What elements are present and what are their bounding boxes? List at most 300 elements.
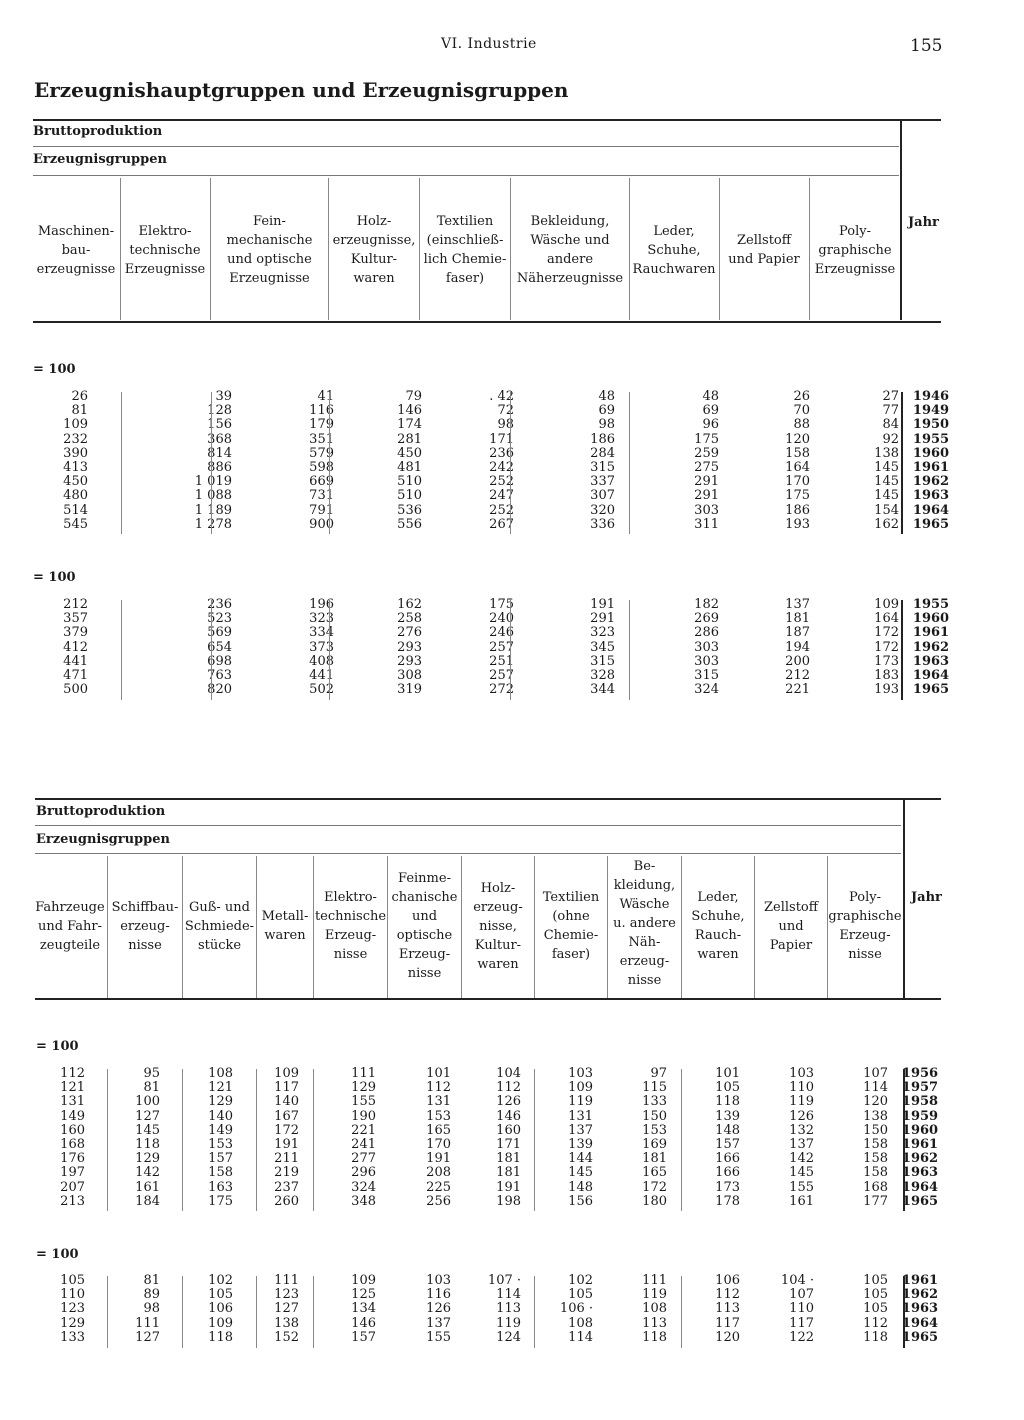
- table-cell: 174: [397, 417, 422, 433]
- table-cell: 149: [60, 1108, 85, 1124]
- table-row: [33, 447, 963, 461]
- table-cell: 109: [351, 1273, 376, 1288]
- table-1-col-head: Elektro- technische Erzeugnisse: [124, 223, 206, 277]
- table-cell: 246: [489, 625, 514, 641]
- table-cell: 145: [874, 460, 899, 476]
- table-cell: 413: [63, 460, 88, 476]
- table-cell: 125: [351, 1287, 376, 1303]
- table-cell: 886: [207, 460, 232, 476]
- table-cell: 69: [702, 403, 719, 419]
- table-cell: 102: [208, 1273, 233, 1288]
- table-cell: 104 ·: [780, 1273, 814, 1288]
- table-2-header-label-2: Erzeugnisgruppen: [36, 832, 170, 847]
- table-cell: 379: [63, 625, 88, 641]
- col-rule: [107, 1276, 108, 1348]
- table-cell: 105: [863, 1301, 888, 1317]
- table-cell: 145: [874, 488, 899, 504]
- table-cell: 115: [642, 1080, 667, 1096]
- table-cell: 357: [63, 611, 88, 627]
- table-1-top-rule: [33, 119, 941, 121]
- year-cell: 1960: [912, 445, 950, 461]
- table-cell: 390: [63, 445, 88, 461]
- table-cell: 291: [694, 488, 719, 504]
- table-cell: 117: [274, 1080, 299, 1096]
- col-rule: [510, 600, 511, 700]
- table-cell: . 42: [489, 389, 514, 404]
- table-cell: 236: [207, 597, 232, 612]
- table-row: [33, 655, 963, 669]
- table-row: [33, 1138, 952, 1152]
- table-cell: 275: [694, 460, 719, 476]
- col-rule: [629, 600, 630, 700]
- table-2-col-head: Holz- erzeug- nisse, Kultur- waren: [473, 880, 523, 972]
- table-cell: 118: [715, 1094, 740, 1110]
- col-rule: [461, 856, 462, 998]
- table-cell: 556: [397, 516, 422, 532]
- table-cell: 368: [207, 431, 232, 447]
- table-cell: 303: [694, 653, 719, 669]
- table-row: [33, 612, 963, 626]
- table-cell: 276: [397, 625, 422, 641]
- table-cell: 351: [309, 431, 334, 447]
- table-cell: 212: [63, 597, 88, 612]
- table-cell: 101: [715, 1066, 740, 1081]
- table-cell: 412: [63, 639, 88, 655]
- table-row: [33, 1195, 952, 1209]
- table-cell: 166: [715, 1151, 740, 1167]
- table-2-year-head: Jahr: [911, 890, 942, 905]
- table-cell: 247: [489, 488, 514, 504]
- year-cell: 1962: [912, 474, 950, 490]
- table-cell: 193: [874, 682, 899, 698]
- col-rule: [681, 1069, 682, 1211]
- table-cell: 26: [71, 389, 88, 404]
- table-cell: 69: [598, 403, 615, 419]
- table-cell: 133: [60, 1329, 85, 1345]
- table-cell: 164: [785, 460, 810, 476]
- table-cell: 166: [715, 1165, 740, 1181]
- table-cell: 172: [874, 639, 899, 655]
- table-cell: 103: [426, 1273, 451, 1288]
- table-1-col-head: Poly- graphische Erzeugnisse: [814, 223, 896, 277]
- table-cell: 103: [568, 1066, 593, 1081]
- year-cell: 1963: [912, 488, 950, 504]
- table-cell: 123: [274, 1287, 299, 1303]
- year-cell: 1965: [901, 1193, 939, 1209]
- table-cell: 138: [863, 1108, 888, 1124]
- year-cell: 1961: [912, 460, 950, 476]
- table-cell: 182: [694, 597, 719, 612]
- table-2-col-head: Schiffbau- erzeug- nisse: [111, 899, 179, 953]
- table-cell: 536: [397, 502, 422, 518]
- year-cell: 1965: [912, 682, 950, 698]
- table-cell: 441: [309, 668, 334, 684]
- table-1-col-head: Bekleidung, Wäsche und andere Näherzeugnisse: [516, 214, 624, 286]
- table-2-col-head: Zellstoff und Papier: [764, 899, 818, 953]
- table-row: [33, 418, 963, 432]
- table-cell: 158: [863, 1151, 888, 1167]
- table-cell: 131: [568, 1108, 593, 1124]
- table-cell: 81: [143, 1080, 160, 1096]
- table-cell: 242: [489, 460, 514, 476]
- table-cell: 155: [351, 1094, 376, 1110]
- table-cell: 72: [497, 403, 514, 419]
- table-cell: 191: [274, 1137, 299, 1153]
- table-row: [33, 404, 963, 418]
- table-cell: 113: [715, 1301, 740, 1317]
- table-1-col-head: Textilien (einschließ- lich Chemie- faser): [423, 214, 507, 286]
- col-rule: [256, 1069, 257, 1211]
- col-rule: [107, 856, 108, 998]
- table-cell: 100: [135, 1094, 160, 1110]
- table-cell: 81: [143, 1273, 160, 1288]
- table-cell: 129: [208, 1094, 233, 1110]
- table-cell: 105: [863, 1287, 888, 1303]
- table-2-rule-1: [35, 825, 901, 826]
- table-cell: 112: [426, 1080, 451, 1096]
- table-1-section-1-marker: = 100: [33, 362, 76, 377]
- table-cell: 176: [60, 1151, 85, 1167]
- table-2-col-head: Be- kleidung, Wäsche u. andere Näh- erzeug- nisse: [613, 858, 676, 988]
- table-row: [33, 518, 963, 532]
- table-2-section-2: [33, 1274, 952, 1345]
- table-cell: 114: [496, 1287, 521, 1303]
- table-cell: 296: [351, 1165, 376, 1181]
- table-cell: 117: [715, 1315, 740, 1331]
- col-rule: [329, 600, 330, 700]
- table-cell: 336: [590, 516, 615, 532]
- table-cell: 219: [274, 1165, 299, 1181]
- col-rule: [313, 856, 314, 998]
- table-row: [33, 1124, 952, 1138]
- col-rule: [719, 178, 720, 320]
- col-rule: [256, 856, 257, 998]
- year-cell: 1961: [901, 1137, 939, 1153]
- table-1-header-label-2: Erzeugnisgruppen: [33, 152, 167, 167]
- table-cell: 291: [694, 474, 719, 490]
- table-cell: 27: [882, 389, 899, 404]
- table-cell: 48: [598, 389, 615, 404]
- table-cell: 121: [208, 1080, 233, 1096]
- table-cell: 277: [351, 1151, 376, 1167]
- table-cell: 109: [274, 1066, 299, 1081]
- table-cell: 102: [568, 1273, 593, 1288]
- table-cell: 173: [874, 653, 899, 669]
- running-head: VI. Industrie: [441, 36, 537, 52]
- col-rule: [210, 178, 211, 320]
- table-cell: 107 ·: [487, 1273, 521, 1288]
- table-cell: 48: [702, 389, 719, 404]
- table-cell: 272: [489, 682, 514, 698]
- table-cell: 161: [789, 1193, 814, 1209]
- table-cell: 155: [789, 1179, 814, 1195]
- year-cell: 1961: [901, 1273, 939, 1288]
- table-cell: 127: [135, 1108, 160, 1124]
- table-cell: 171: [489, 431, 514, 447]
- table-cell: 315: [590, 460, 615, 476]
- table-cell: 120: [863, 1094, 888, 1110]
- table-cell: 181: [642, 1151, 667, 1167]
- year-cell: 1958: [901, 1094, 939, 1110]
- year-cell: 1962: [912, 639, 950, 655]
- table-row: [33, 1067, 952, 1081]
- col-rule: [211, 392, 212, 534]
- table-cell: 111: [135, 1315, 160, 1331]
- table-cell: 145: [874, 474, 899, 490]
- table-cell: 181: [496, 1151, 521, 1167]
- table-row: [33, 1317, 952, 1331]
- table-cell: 111: [351, 1066, 376, 1081]
- table-cell: 164: [874, 611, 899, 627]
- table-cell: 171: [496, 1137, 521, 1153]
- table-cell: 168: [863, 1179, 888, 1195]
- table-cell: 156: [207, 417, 232, 433]
- table-cell: 110: [60, 1287, 85, 1303]
- table-row: [33, 1166, 952, 1180]
- table-cell: 323: [590, 625, 615, 641]
- table-cell: 259: [694, 445, 719, 461]
- table-cell: 212: [785, 668, 810, 684]
- table-1-year-rule: [901, 600, 903, 700]
- table-cell: 128: [207, 403, 232, 419]
- table-cell: 200: [785, 653, 810, 669]
- table-cell: 731: [309, 488, 334, 504]
- table-cell: 510: [397, 474, 422, 490]
- table-cell: 129: [135, 1151, 160, 1167]
- table-row: [33, 504, 963, 518]
- table-cell: 129: [60, 1315, 85, 1331]
- table-cell: 221: [351, 1122, 376, 1138]
- table-cell: 168: [60, 1137, 85, 1153]
- table-cell: 112: [715, 1287, 740, 1303]
- table-cell: 97: [650, 1066, 667, 1081]
- col-rule: [387, 856, 388, 998]
- table-cell: 145: [568, 1165, 593, 1181]
- col-rule: [827, 856, 828, 998]
- table-cell: 110: [789, 1080, 814, 1096]
- table-cell: 79: [405, 389, 422, 404]
- table-cell: 791: [309, 502, 334, 518]
- table-cell: 225: [426, 1179, 451, 1195]
- table-cell: 109: [874, 597, 899, 612]
- year-cell: 1961: [912, 625, 950, 641]
- table-cell: 104: [496, 1066, 521, 1081]
- year-cell: 1946: [912, 389, 950, 404]
- table-cell: 120: [715, 1329, 740, 1345]
- col-rule: [510, 178, 511, 320]
- table-cell: 105: [60, 1273, 85, 1288]
- table-cell: 113: [496, 1301, 521, 1317]
- table-row: [33, 390, 963, 404]
- table-cell: 112: [496, 1080, 521, 1096]
- table-cell: 514: [63, 502, 88, 518]
- table-cell: 450: [397, 445, 422, 461]
- table-cell: 109: [208, 1315, 233, 1331]
- table-cell: 109: [568, 1080, 593, 1096]
- table-1-col-head: Fein- mechanische und optische Erzeugnisse: [226, 214, 313, 286]
- table-cell: 139: [568, 1137, 593, 1153]
- table-cell: 198: [496, 1193, 521, 1209]
- table-cell: 114: [568, 1329, 593, 1345]
- table-cell: 194: [785, 639, 810, 655]
- table-cell: 41: [317, 389, 334, 404]
- table-cell: 1 019: [194, 474, 232, 490]
- table-cell: 175: [694, 431, 719, 447]
- table-cell: 257: [489, 639, 514, 655]
- table-cell: 441: [63, 653, 88, 669]
- table-cell: 293: [397, 639, 422, 655]
- table-cell: 105: [863, 1273, 888, 1288]
- col-rule: [211, 600, 212, 700]
- table-2-section-1: [33, 1067, 952, 1209]
- table-cell: 324: [351, 1179, 376, 1195]
- table-2-top-rule: [35, 798, 941, 800]
- table-cell: 480: [63, 488, 88, 504]
- col-rule: [182, 1276, 183, 1348]
- year-cell: 1964: [901, 1315, 939, 1331]
- col-rule: [419, 178, 420, 320]
- table-cell: 153: [426, 1108, 451, 1124]
- table-cell: 98: [497, 417, 514, 433]
- table-row: [33, 598, 963, 612]
- table-cell: 137: [789, 1137, 814, 1153]
- year-cell: 1963: [901, 1165, 939, 1181]
- table-cell: 81: [71, 403, 88, 419]
- table-cell: 190: [351, 1108, 376, 1124]
- year-cell: 1963: [912, 653, 950, 669]
- table-cell: 510: [397, 488, 422, 504]
- table-cell: 145: [135, 1122, 160, 1138]
- table-cell: 126: [789, 1108, 814, 1124]
- table-cell: 1 189: [194, 502, 232, 518]
- table-cell: 523: [207, 611, 232, 627]
- table-cell: 160: [60, 1122, 85, 1138]
- table-cell: 105: [568, 1287, 593, 1303]
- table-row: [33, 1081, 952, 1095]
- table-cell: 107: [789, 1287, 814, 1303]
- table-cell: 193: [785, 516, 810, 532]
- table-cell: 122: [789, 1329, 814, 1345]
- table-cell: 139: [715, 1108, 740, 1124]
- table-1-col-head: Holz- erzeugnisse, Kultur- waren: [332, 214, 416, 286]
- table-cell: 107: [863, 1066, 888, 1081]
- table-cell: 108: [642, 1301, 667, 1317]
- table-cell: 196: [309, 597, 334, 612]
- table-cell: 84: [882, 417, 899, 433]
- table-cell: 77: [882, 403, 899, 419]
- table-row: [33, 626, 963, 640]
- table-cell: 148: [568, 1179, 593, 1195]
- table-cell: 106: [715, 1273, 740, 1288]
- table-row: [33, 1331, 952, 1345]
- table-cell: 167: [274, 1108, 299, 1124]
- col-rule: [534, 1069, 535, 1211]
- table-cell: 114: [863, 1080, 888, 1096]
- table-cell: 178: [715, 1193, 740, 1209]
- table-cell: 92: [882, 431, 899, 447]
- year-cell: 1955: [912, 431, 950, 447]
- table-cell: 152: [274, 1329, 299, 1345]
- table-1-col-head: Leder, Schuhe, Rauchwaren: [632, 223, 716, 277]
- table-cell: 95: [143, 1066, 160, 1081]
- table-2-rule-2: [35, 853, 901, 854]
- table-2-year-rule: [903, 1069, 905, 1211]
- col-rule: [121, 392, 122, 534]
- table-cell: 257: [489, 668, 514, 684]
- table-cell: 334: [309, 625, 334, 641]
- year-cell: 1949: [912, 403, 950, 419]
- table-cell: 669: [309, 474, 334, 490]
- table-cell: 112: [863, 1315, 888, 1331]
- table-cell: 162: [397, 597, 422, 612]
- table-cell: 108: [568, 1315, 593, 1331]
- col-rule: [182, 1069, 183, 1211]
- table-cell: 96: [702, 417, 719, 433]
- table-cell: 160: [496, 1122, 521, 1138]
- table-cell: 186: [785, 502, 810, 518]
- table-1-header-bottom-rule: [33, 321, 941, 323]
- year-cell: 1950: [912, 417, 950, 433]
- table-cell: 181: [785, 611, 810, 627]
- table-cell: 260: [274, 1193, 299, 1209]
- table-cell: 172: [274, 1122, 299, 1138]
- table-cell: 181: [496, 1165, 521, 1181]
- table-row: [33, 1288, 952, 1302]
- table-cell: 186: [590, 431, 615, 447]
- col-rule: [313, 1069, 314, 1211]
- table-cell: 109: [63, 417, 88, 433]
- table-cell: 315: [694, 668, 719, 684]
- table-cell: 106 ·: [559, 1301, 593, 1317]
- col-rule: [120, 178, 121, 320]
- table-cell: 140: [274, 1094, 299, 1110]
- table-cell: 319: [397, 682, 422, 698]
- table-cell: 142: [135, 1165, 160, 1181]
- table-cell: 211: [274, 1151, 299, 1167]
- table-2-header-bottom-rule: [35, 998, 941, 1000]
- col-rule: [121, 600, 122, 700]
- table-cell: 172: [642, 1179, 667, 1195]
- table-cell: 173: [715, 1179, 740, 1195]
- year-cell: 1965: [912, 516, 950, 532]
- table-cell: 179: [309, 417, 334, 433]
- table-cell: 165: [426, 1122, 451, 1138]
- table-row: [33, 1274, 952, 1288]
- table-cell: 112: [60, 1066, 85, 1081]
- table-cell: 348: [351, 1193, 376, 1209]
- table-cell: 123: [60, 1301, 85, 1317]
- table-cell: 138: [874, 445, 899, 461]
- table-1-col-head: Zellstoff und Papier: [728, 233, 800, 267]
- table-cell: 150: [863, 1122, 888, 1138]
- table-cell: 161: [135, 1179, 160, 1195]
- col-rule: [329, 392, 330, 534]
- col-rule: [607, 856, 608, 998]
- year-cell: 1964: [912, 668, 950, 684]
- table-cell: 303: [694, 502, 719, 518]
- table-cell: 184: [135, 1193, 160, 1209]
- table-cell: 191: [496, 1179, 521, 1195]
- table-cell: 308: [397, 668, 422, 684]
- table-cell: 131: [60, 1094, 85, 1110]
- col-rule: [809, 178, 810, 320]
- year-cell: 1960: [912, 611, 950, 627]
- table-cell: 208: [426, 1165, 451, 1181]
- table-2-col-head: Fahrzeuge und Fahr- zeugteile: [35, 899, 105, 953]
- table-cell: 137: [785, 597, 810, 612]
- table-cell: 146: [397, 403, 422, 419]
- table-cell: 820: [207, 682, 232, 698]
